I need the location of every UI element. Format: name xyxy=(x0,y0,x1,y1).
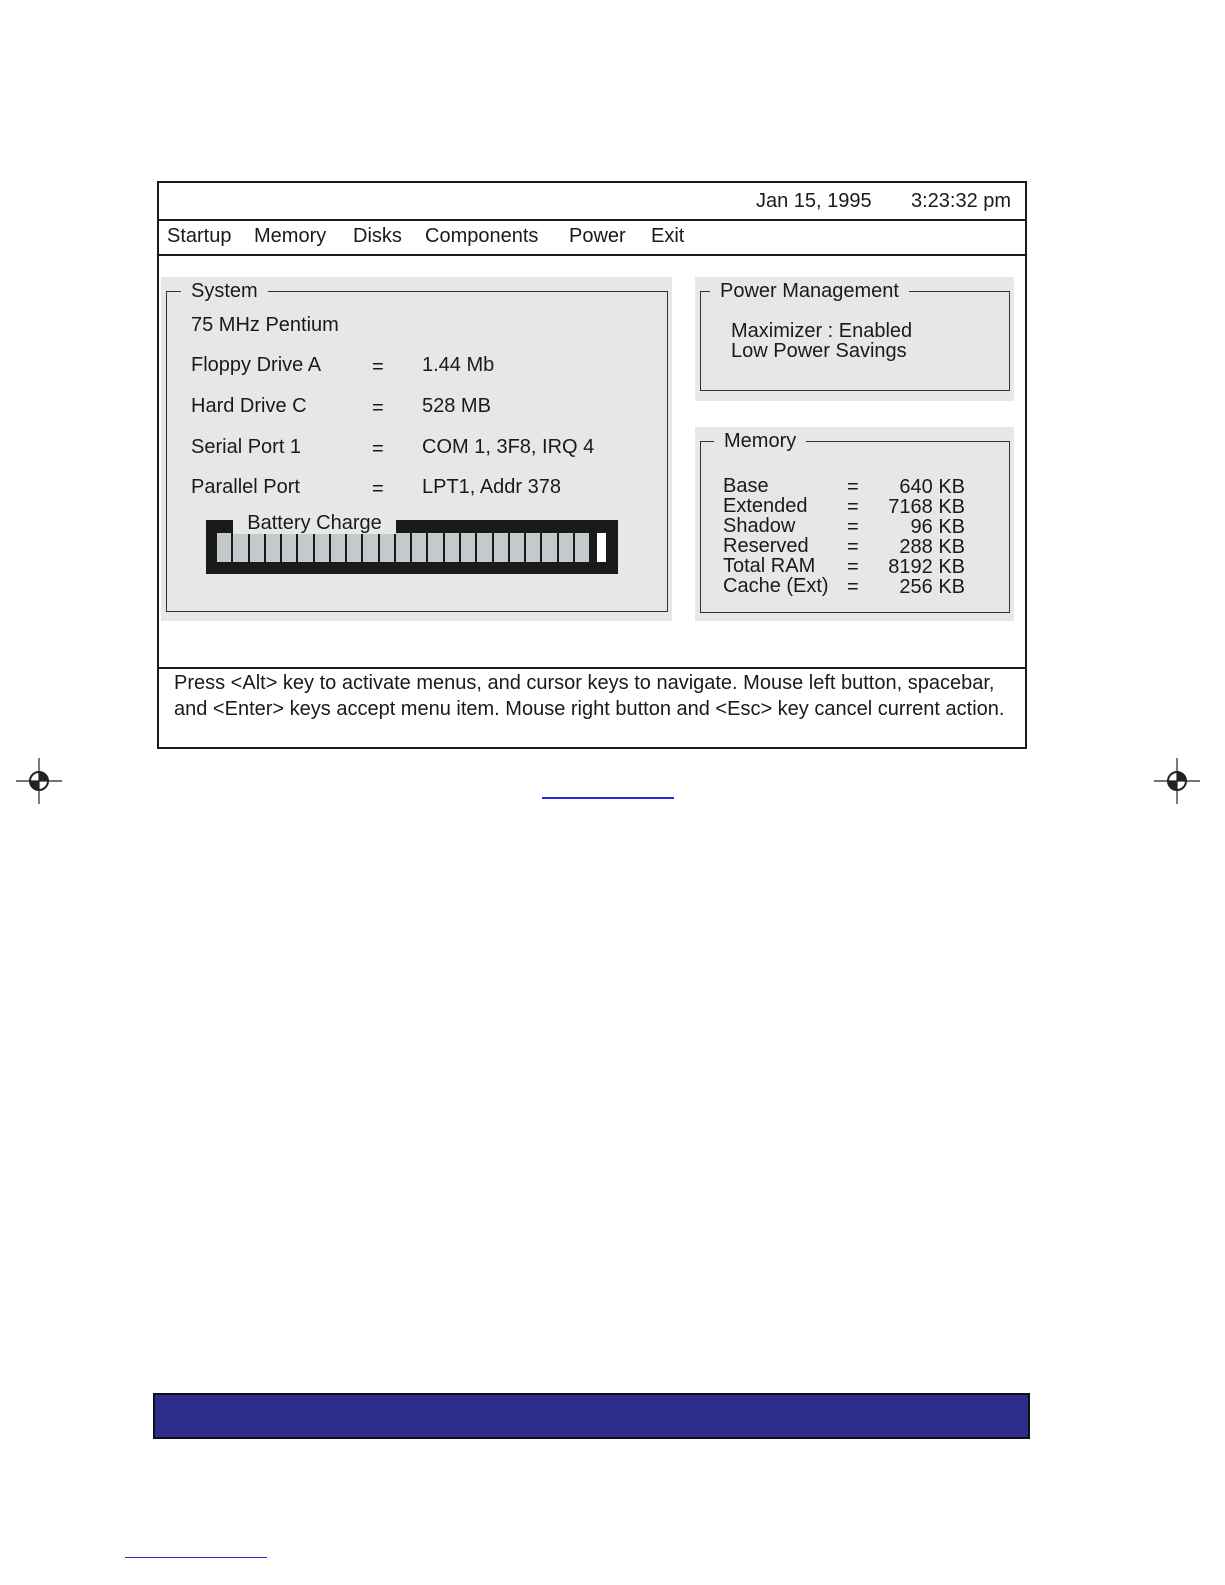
mem-shadow-label: Shadow xyxy=(723,515,796,537)
mem-cache-label: Cache (Ext) xyxy=(723,575,829,597)
mem-reserved-eq: = xyxy=(847,536,859,558)
mem-shadow-value: 96 KB xyxy=(910,516,965,538)
menu-components[interactable]: Components xyxy=(425,225,539,247)
battery-segment xyxy=(233,533,247,562)
battery-segment xyxy=(510,533,524,562)
help-bar xyxy=(159,667,1025,749)
battery-segment xyxy=(445,533,459,562)
battery-segment xyxy=(298,533,312,562)
help-text: Press <Alt> key to activate menus, and cursor keys to navigate. Mouse left button, spacebar, and <Enter> keys accept menu item. Mouse right button and <Esc> key cancel current action. xyxy=(174,672,1005,720)
battery-segment xyxy=(250,533,264,562)
footer-link-underline[interactable] xyxy=(125,1557,267,1558)
low-power-savings: Low Power Savings xyxy=(731,340,907,362)
serial-port-eq: = xyxy=(372,438,384,460)
battery-segment xyxy=(575,533,589,562)
battery-segment xyxy=(542,533,556,562)
time-display: 3:23:32 pm xyxy=(911,190,1012,212)
mem-extended-value: 7168 KB xyxy=(888,496,965,518)
battery-segment xyxy=(396,533,410,562)
date-display: Jan 15, 1995 xyxy=(756,190,872,212)
title-bar xyxy=(159,183,1025,221)
maximizer-status: Maximizer : Enabled xyxy=(731,320,913,342)
floppy-value: 1.44 Mb xyxy=(422,354,495,376)
battery-segment xyxy=(363,533,377,562)
mem-base-eq: = xyxy=(847,476,859,498)
menu-bar xyxy=(159,221,1025,256)
mem-extended-eq: = xyxy=(847,496,859,518)
serial-port-label: Serial Port 1 xyxy=(191,436,302,458)
mem-total-ram-label: Total RAM xyxy=(723,555,816,577)
footer-bar xyxy=(153,1393,1030,1439)
battery-segment xyxy=(428,533,442,562)
battery-segment xyxy=(347,533,361,562)
parallel-port-value: LPT1, Addr 378 xyxy=(422,476,561,498)
menu-startup[interactable]: Startup xyxy=(167,225,232,247)
menu-disks[interactable]: Disks xyxy=(353,225,402,247)
mem-total-ram-eq: = xyxy=(847,556,859,578)
power-management-title: Power Management xyxy=(710,280,909,302)
battery-segment xyxy=(282,533,296,562)
floppy-label: Floppy Drive A xyxy=(191,354,322,376)
cpu-info: 75 MHz Pentium xyxy=(191,314,339,336)
mem-shadow-eq: = xyxy=(847,516,859,538)
floppy-eq: = xyxy=(372,356,384,378)
mem-reserved-value: 288 KB xyxy=(899,536,965,558)
mem-cache-value: 256 KB xyxy=(899,576,965,598)
mem-extended-label: Extended xyxy=(723,495,808,517)
battery-segment xyxy=(461,533,475,562)
system-title: System xyxy=(181,280,268,302)
hard-drive-eq: = xyxy=(372,397,384,419)
mem-base-label: Base xyxy=(723,475,769,497)
link-underline[interactable] xyxy=(542,797,674,799)
battery-segment xyxy=(494,533,508,562)
mem-reserved-label: Reserved xyxy=(723,535,809,557)
parallel-port-label: Parallel Port xyxy=(191,476,300,498)
battery-segment xyxy=(412,533,426,562)
crop-mark-left-icon xyxy=(16,758,62,804)
battery-cap xyxy=(597,533,606,562)
menu-exit[interactable]: Exit xyxy=(651,225,685,247)
parallel-port-eq: = xyxy=(372,478,384,500)
battery-segment xyxy=(526,533,540,562)
battery-segment xyxy=(380,533,394,562)
battery-segment xyxy=(217,533,231,562)
hard-drive-value: 528 MB xyxy=(422,395,491,417)
battery-segment xyxy=(477,533,491,562)
battery-segment xyxy=(559,533,573,562)
mem-total-ram-value: 8192 KB xyxy=(888,556,965,578)
memory-title: Memory xyxy=(714,430,806,452)
battery-label: Battery Charge xyxy=(233,512,396,534)
battery-track xyxy=(217,533,589,562)
crop-mark-right-icon xyxy=(1154,758,1200,804)
mem-cache-eq: = xyxy=(847,576,859,598)
menu-memory[interactable]: Memory xyxy=(254,225,327,247)
mem-base-value: 640 KB xyxy=(899,476,965,498)
menu-power[interactable]: Power xyxy=(569,225,626,247)
battery-segment xyxy=(266,533,280,562)
battery-segment xyxy=(315,533,329,562)
battery-segment xyxy=(331,533,345,562)
hard-drive-label: Hard Drive C xyxy=(191,395,307,417)
serial-port-value: COM 1, 3F8, IRQ 4 xyxy=(422,436,595,458)
